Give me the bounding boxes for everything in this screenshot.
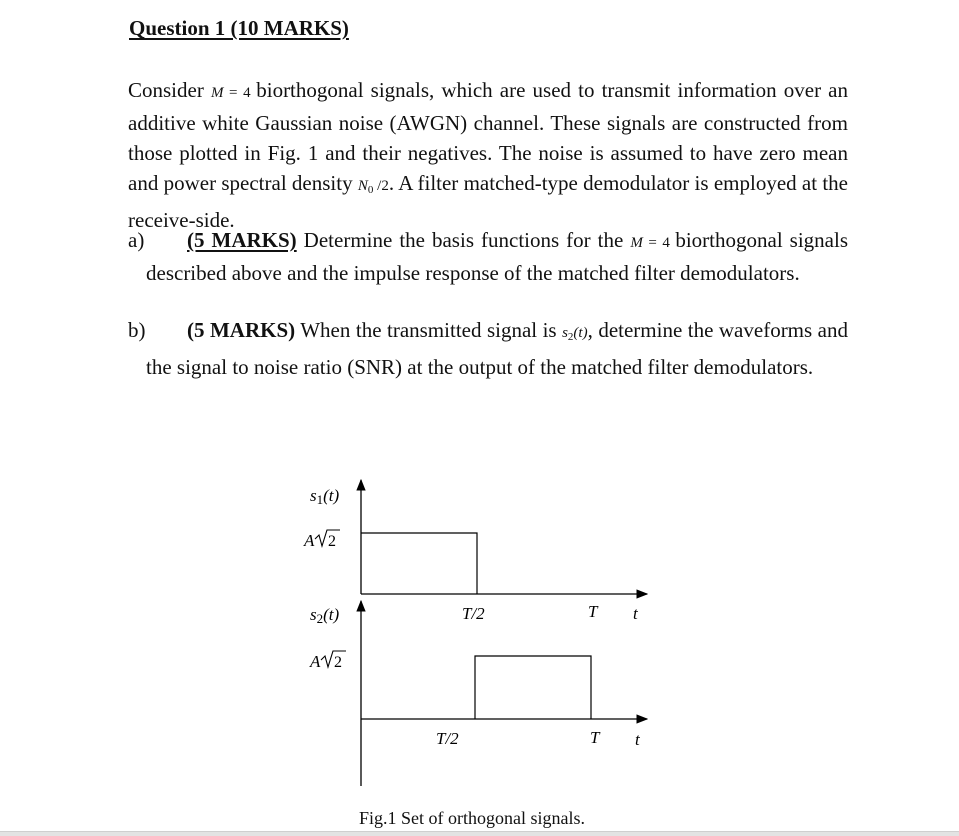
plot-s2-tick-full: T <box>590 728 600 747</box>
plot-s1-tick-half: T/2 <box>462 604 485 623</box>
intro-text-2: biorthogonal signals, which are used to transmit information over an additive white Gaussian noise (AWGN) channel. These signals are constructed from those plotted in Fig. 1 and their negatives. The noise is assumed to have zero mean and power spectral density <box>128 78 848 195</box>
plot-s1-amplitude-label <box>303 530 340 550</box>
svg-text:A: A <box>304 531 315 550</box>
plot-s2 <box>309 601 647 786</box>
part-a-m-variable: M <box>630 235 643 251</box>
n-subscript: 0 <box>367 184 374 196</box>
svg-text:A: A <box>310 652 321 671</box>
part-b-marks: (5 MARKS) <box>187 318 296 342</box>
plot-s1 <box>303 480 647 623</box>
part-b-s-variable: s <box>562 325 568 341</box>
part-a-text-2: biorthogonal signals described above and the impulse response of the matched filter demodulators. <box>146 228 849 285</box>
part-a-text-1: Determine the basis functions for the <box>296 228 631 252</box>
n-divisor: /2 <box>373 178 389 194</box>
plot-s1-x-variable: t <box>633 604 638 623</box>
m-variable: M <box>210 85 224 101</box>
part-b-s-subscript: 2 <box>567 331 574 343</box>
page-bottom-edge <box>0 831 959 836</box>
part-b-s-argument: (t) <box>573 325 588 341</box>
plot-s2-ylabel: s2(t) <box>310 605 340 626</box>
part-a-marks: (5 MARKS) <box>187 228 297 252</box>
m-value: = 4 <box>223 85 257 101</box>
plot-s2-amplitude-label <box>309 651 346 671</box>
svg-text:2: 2 <box>328 533 336 550</box>
part-b-text-2: , determine the waveforms and the signal to noise ratio (SNR) at the output of the matched filter demodulators. <box>146 318 848 379</box>
part-a-label: a) <box>128 228 145 252</box>
n-variable: N <box>357 178 368 194</box>
plot-s1-pulse <box>361 533 477 594</box>
part-b-label: b) <box>128 318 146 342</box>
plot-s1-tick-full: T <box>588 602 598 621</box>
plot-s2-tick-half: T/2 <box>436 729 459 748</box>
intro-text-1: Consider <box>128 78 211 102</box>
question-title: Question 1 (10 MARKS) <box>129 16 349 40</box>
svg-text:2: 2 <box>334 654 342 671</box>
figure-caption: Fig.1 Set of orthogonal signals. <box>359 808 585 828</box>
plot-s1-ylabel: s1(t) <box>310 486 340 507</box>
part-a-m-value: = 4 <box>642 235 676 251</box>
intro-text-3: . A filter matched-type demodulator is employed at the receive-side. <box>128 171 849 232</box>
part-b-text-1: When the transmitted signal is <box>295 318 563 342</box>
plot-s2-x-variable: t <box>635 730 640 749</box>
plot-s2-pulse <box>475 656 591 719</box>
